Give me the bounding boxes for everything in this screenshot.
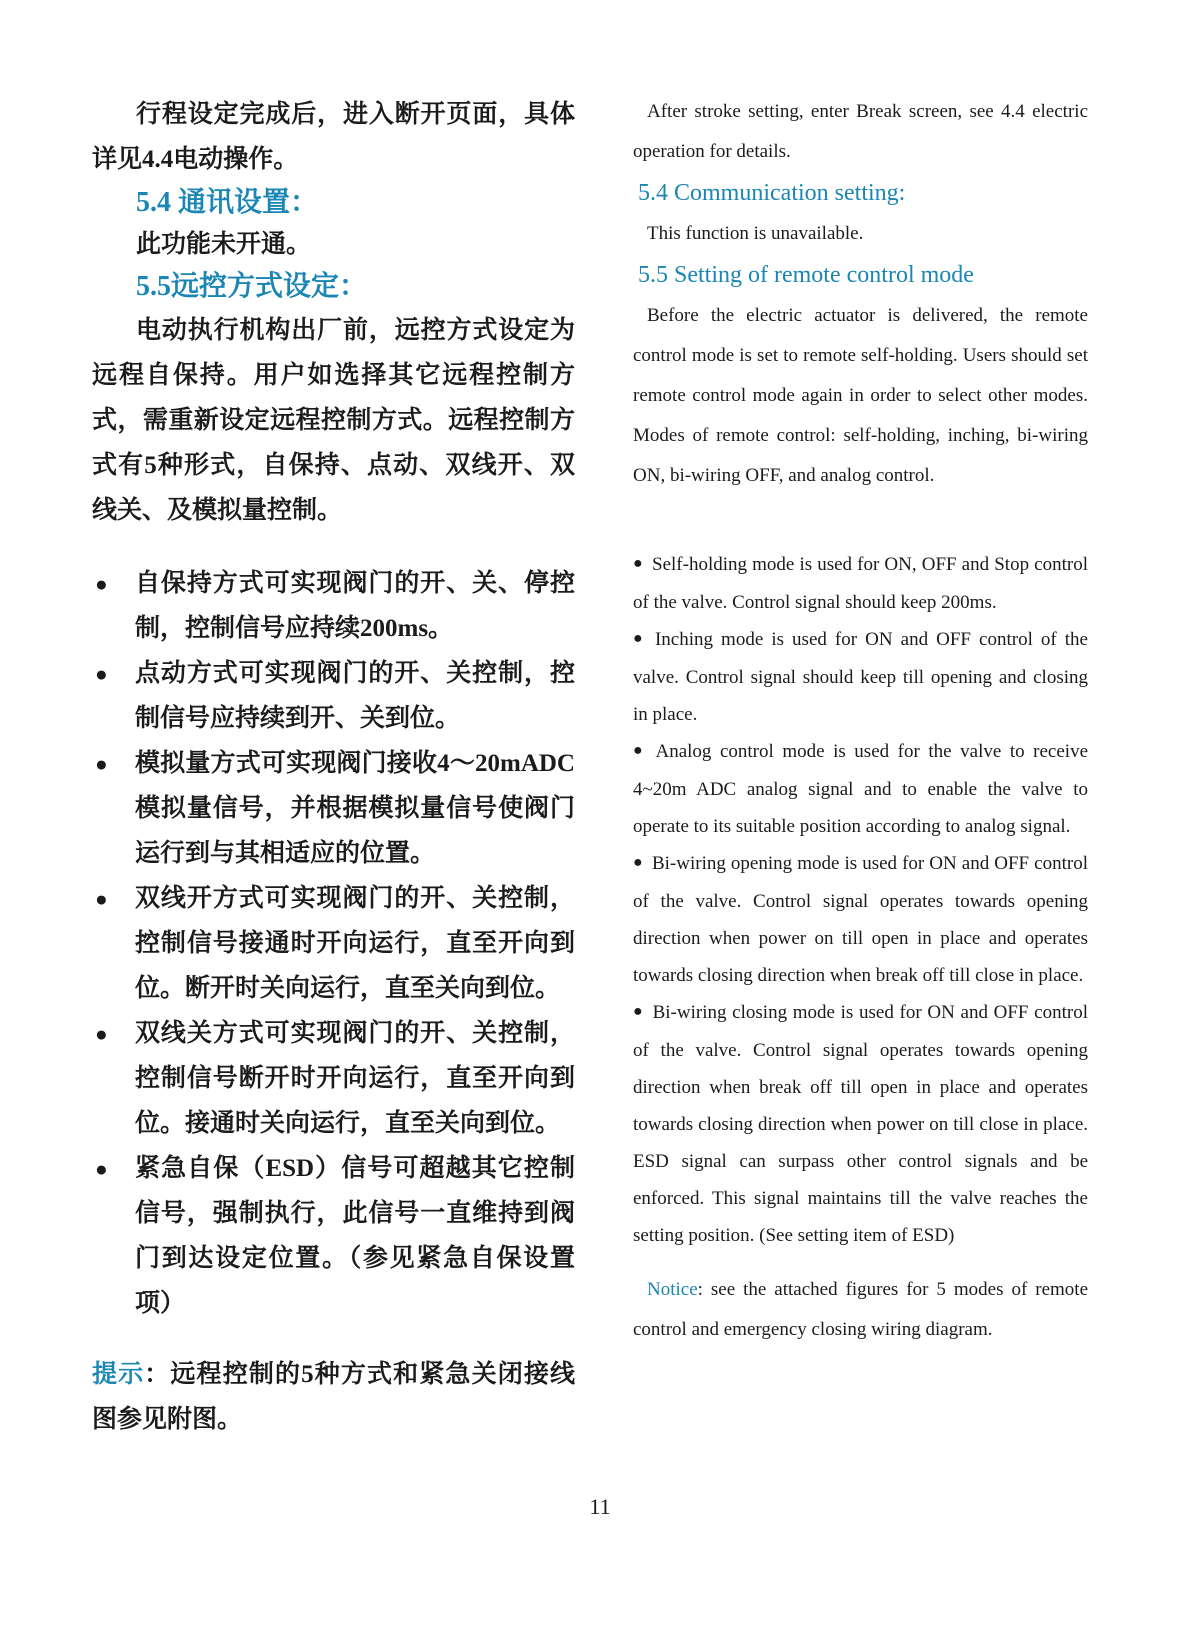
list-item-text: 模拟量方式可实现阀门接收4～20mADC模拟量信号，并根据模拟量信号使阀门运行到与其相适应的位置。 bbox=[135, 750, 575, 867]
list-item-text: 双线关方式可实现阀门的开、关控制，控制信号断开时开向运行，直至开向到位。接通时关向运行，直至关向到位。 bbox=[135, 1020, 575, 1137]
bullet-icon: ● bbox=[633, 742, 647, 759]
list-item-text: Bi-wiring opening mode is used for ON and OFF control of the valve. Control signal operates towards opening direction when power on till open in place and operates towards closing direction when break off till close in place. bbox=[633, 853, 1089, 986]
section-5-5-body-en: Before the electric actuator is delivered, the remote control mode is set to remote self-holding. Users should set remote control mode again in order to select other modes. Modes of remote control: self-holding, inching, bi-wiring ON, bi-wiring OFF, and analog control. bbox=[633, 305, 1088, 486]
bullet-icon: ● bbox=[95, 887, 108, 911]
bullet-icon: ● bbox=[95, 752, 108, 776]
bullet-icon: ● bbox=[633, 854, 643, 871]
notice-paragraph-en bbox=[633, 1270, 1088, 1350]
bullet-icon: ● bbox=[95, 1157, 108, 1181]
chinese-column bbox=[92, 92, 575, 1442]
section-5-4-heading-en: 5.4 Communication setting: bbox=[638, 180, 906, 206]
mode-list-en bbox=[633, 546, 1088, 1254]
list-item bbox=[633, 546, 1088, 621]
list-item-text: Self-holding mode is used for ON, OFF and Stop control of the valve. Control signal should keep 200ms. bbox=[633, 554, 1088, 613]
section-5-4-body-en: This function is unavailable. bbox=[647, 223, 864, 244]
list-item-text: Bi-wiring closing mode is used for ON and OFF control of the valve. Control signal operates towards opening direction when break off till open in place and operates towards closing direction when power on till close in place. ESD signal can surpass other control signals and be enforced. This signal maintains till the valve reaches the setting position. (See setting item of ESD) bbox=[633, 1002, 1088, 1246]
list-item bbox=[92, 1146, 575, 1326]
list-item bbox=[92, 561, 575, 651]
tip-paragraph-cn bbox=[92, 1352, 575, 1442]
section-5-5-body-cn: 电动执行机构出厂前，远控方式设定为远程自保持。用户如选择其它远程控制方式，需重新设定远程控制方式。远程控制方式有5种形式，自保持、点动、双线开、双线关、及模拟量控制。 bbox=[92, 317, 575, 524]
list-item bbox=[633, 994, 1088, 1254]
section-5-5-heading-en: 5.5 Setting of remote control mode bbox=[638, 262, 974, 288]
list-item bbox=[633, 845, 1088, 994]
list-item bbox=[92, 876, 575, 1011]
intro-paragraph-en: After stroke setting, enter Break screen, see 4.4 electric operation for details. bbox=[633, 101, 1088, 162]
list-item-text: Inching mode is used for ON and OFF control of the valve. Control signal should keep till opening and closing in place. bbox=[633, 629, 1088, 725]
bullet-icon: ● bbox=[95, 1022, 108, 1046]
section-5-5-heading-cn: 5.5远控方式设定： bbox=[136, 271, 368, 302]
bullet-icon: ● bbox=[95, 662, 108, 686]
bullet-icon: ● bbox=[633, 630, 646, 647]
list-item-text: 双线开方式可实现阀门的开、关控制，控制信号接通时开向运行，直至开向到位。断开时关向运行，直至关向到位。 bbox=[135, 885, 575, 1002]
section-5-4-heading-cn: 5.4 通讯设置： bbox=[136, 187, 319, 218]
list-item bbox=[92, 1011, 575, 1146]
list-item-text: 紧急自保（ESD）信号可超越其它控制信号，强制执行，此信号一直维持到阀门到达设定位置。（参见紧急自保设置项） bbox=[135, 1155, 575, 1317]
list-item bbox=[633, 733, 1088, 845]
tip-text: ：远程控制的5种方式和紧急关闭接线图参见附图。 bbox=[92, 1361, 575, 1433]
bullet-icon: ● bbox=[95, 572, 108, 596]
list-item-text: 点动方式可实现阀门的开、关控制，控制信号应持续到开、关到位。 bbox=[135, 660, 575, 732]
notice-label: Notice bbox=[647, 1279, 698, 1300]
bullet-icon: ● bbox=[633, 555, 644, 572]
list-item bbox=[633, 621, 1088, 733]
section-5-4-body-cn: 此功能未开通。 bbox=[136, 231, 312, 258]
tip-label: 提示 bbox=[92, 1361, 145, 1388]
mode-list-cn bbox=[92, 561, 575, 1326]
list-item-text: 自保持方式可实现阀门的开、关、停控制，控制信号应持续200ms。 bbox=[135, 570, 575, 642]
list-item-text: Analog control mode is used for the valve to receive 4~20m ADC analog signal and to enable the valve to operate to its suitable position according to analog signal. bbox=[633, 741, 1088, 837]
list-item bbox=[92, 741, 575, 876]
list-item bbox=[92, 651, 575, 741]
notice-text: : see the attached figures for 5 modes of remote control and emergency closing wiring diagram. bbox=[633, 1279, 1088, 1340]
page-number: 11 bbox=[589, 1494, 611, 1519]
bullet-icon: ● bbox=[633, 1003, 644, 1020]
english-column bbox=[633, 92, 1088, 1350]
intro-paragraph-cn: 行程设定完成后，进入断开页面，具体详见4.4电动操作。 bbox=[92, 101, 575, 173]
